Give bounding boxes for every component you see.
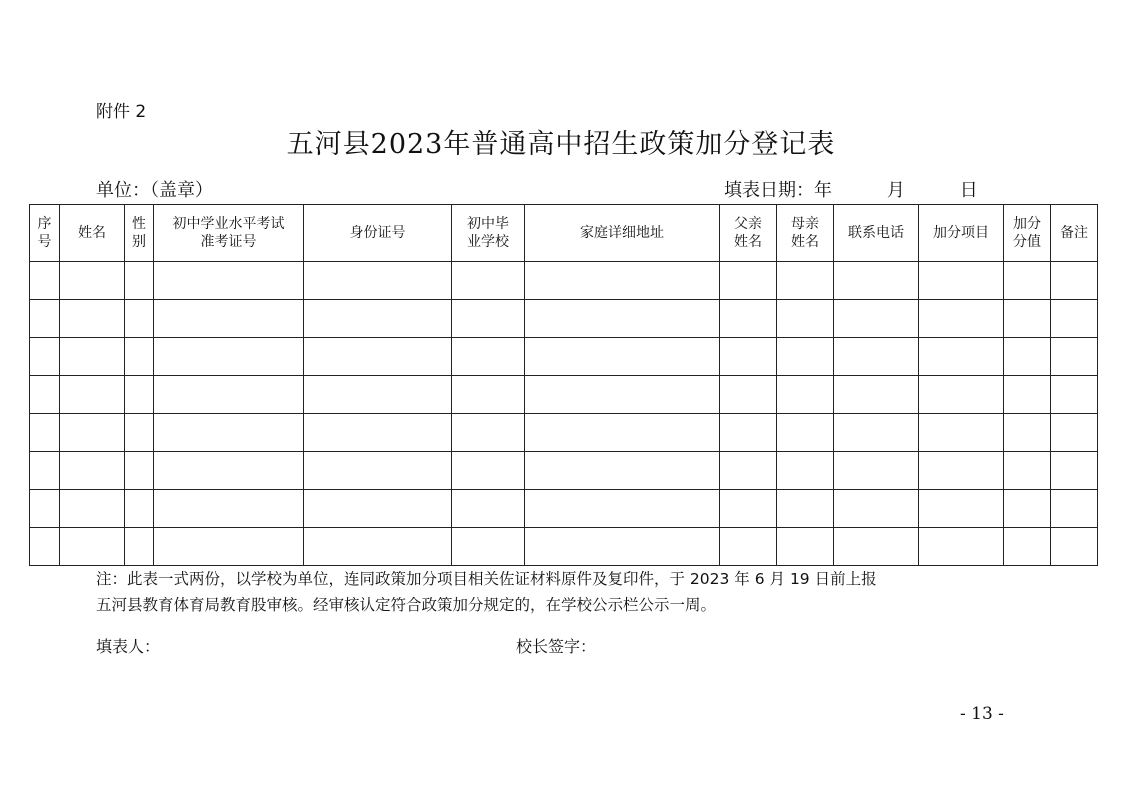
table-cell[interactable] [834,414,919,452]
table-cell[interactable] [919,528,1004,566]
table-row [30,376,1098,414]
table-cell[interactable] [720,528,777,566]
table-cell[interactable] [30,376,60,414]
table-cell[interactable] [125,414,154,452]
table-cell[interactable] [304,452,452,490]
table-cell[interactable] [1051,452,1098,490]
table-cell[interactable] [304,490,452,528]
table-cell[interactable] [834,338,919,376]
table-cell[interactable] [452,528,525,566]
table-cell[interactable] [720,300,777,338]
table-cell[interactable] [1004,528,1051,566]
table-cell[interactable] [30,338,60,376]
table-cell[interactable] [525,376,720,414]
table-row [30,262,1098,300]
table-cell[interactable] [919,376,1004,414]
table-row [30,452,1098,490]
table-cell[interactable] [30,300,60,338]
table-cell[interactable] [304,414,452,452]
table-cell[interactable] [525,414,720,452]
table-cell[interactable] [452,414,525,452]
table-cell[interactable] [834,300,919,338]
header-graduated-school: 初中毕 业学校 [452,205,525,262]
table-cell[interactable] [525,338,720,376]
table-row [30,338,1098,376]
header-id-number: 身份证号 [304,205,452,262]
table-cell[interactable] [1051,262,1098,300]
table-cell[interactable] [30,490,60,528]
table-cell[interactable] [1051,300,1098,338]
table-cell[interactable] [60,528,125,566]
table-cell[interactable] [30,452,60,490]
table-cell[interactable] [1051,490,1098,528]
table-cell[interactable] [154,300,304,338]
table-cell[interactable] [720,490,777,528]
header-exam-ticket: 初中学业水平考试 准考证号 [154,205,304,262]
table-cell[interactable] [525,490,720,528]
table-cell[interactable] [777,376,834,414]
table-cell[interactable] [452,300,525,338]
table-cell[interactable] [154,262,304,300]
table-cell[interactable] [720,376,777,414]
table-cell[interactable] [30,262,60,300]
table-cell[interactable] [125,376,154,414]
table-cell[interactable] [777,414,834,452]
table-cell[interactable] [919,490,1004,528]
header-mother-name: 母亲 姓名 [777,205,834,262]
header-father-name: 父亲 姓名 [720,205,777,262]
table-cell[interactable] [60,452,125,490]
header-home-address: 家庭详细地址 [525,205,720,262]
table-cell[interactable] [1051,414,1098,452]
table-cell[interactable] [60,262,125,300]
table-cell[interactable] [452,338,525,376]
table-cell[interactable] [125,490,154,528]
table-cell[interactable] [154,528,304,566]
table-cell[interactable] [720,262,777,300]
table-cell[interactable] [1051,338,1098,376]
table-cell[interactable] [834,376,919,414]
header-bonus-item: 加分项目 [919,205,1004,262]
fill-date-label: 填表日期：年 月 日 [724,180,978,201]
table-cell[interactable] [125,262,154,300]
table-cell[interactable] [919,262,1004,300]
table-cell[interactable] [304,300,452,338]
table-row [30,528,1098,566]
page-number: - 13 - [960,704,1004,724]
attachment-label: 附件 2 [96,102,147,122]
unit-label: 单位：（盖章） [96,180,213,201]
table-cell[interactable] [525,528,720,566]
table-cell[interactable] [1004,452,1051,490]
table-cell[interactable] [452,452,525,490]
table-cell[interactable] [834,528,919,566]
header-seq: 序 号 [30,205,60,262]
header-remarks: 备注 [1051,205,1098,262]
table-cell[interactable] [777,262,834,300]
table-cell[interactable] [1004,376,1051,414]
table-body [30,262,1098,566]
table-cell[interactable] [452,376,525,414]
table-cell[interactable] [60,376,125,414]
table-cell[interactable] [919,452,1004,490]
table-cell[interactable] [777,300,834,338]
table-cell[interactable] [125,528,154,566]
table-cell[interactable] [125,338,154,376]
table-row [30,414,1098,452]
table-cell[interactable] [777,528,834,566]
table-cell[interactable] [834,452,919,490]
table-cell[interactable] [919,414,1004,452]
table-cell[interactable] [154,338,304,376]
table-cell[interactable] [1004,262,1051,300]
note-text [96,566,1036,618]
table-cell[interactable] [452,262,525,300]
table-cell[interactable] [60,490,125,528]
table-cell[interactable] [60,338,125,376]
table-cell[interactable] [154,490,304,528]
header-bonus-points: 加分 分值 [1004,205,1051,262]
table-cell[interactable] [919,338,1004,376]
table-cell[interactable] [30,414,60,452]
note-line-2: 五河县教育体育局教育股审核。经审核认定符合政策加分规定的，在学校公示栏公示一周。 [96,596,717,614]
table-cell[interactable] [720,452,777,490]
registration-table [29,204,1098,566]
table-row [30,300,1098,338]
table-cell[interactable] [125,300,154,338]
table-cell[interactable] [777,490,834,528]
table-cell[interactable] [30,528,60,566]
table-cell[interactable] [834,490,919,528]
table-cell[interactable] [1004,414,1051,452]
table-cell[interactable] [125,452,154,490]
table-cell[interactable] [154,414,304,452]
table-cell[interactable] [525,452,720,490]
header-name: 姓名 [60,205,125,262]
table-cell[interactable] [304,376,452,414]
table-cell[interactable] [1004,300,1051,338]
table-cell[interactable] [777,452,834,490]
table-cell[interactable] [304,528,452,566]
table-cell[interactable] [1004,490,1051,528]
table-cell[interactable] [1051,528,1098,566]
table-cell[interactable] [304,338,452,376]
table-cell[interactable] [777,338,834,376]
table-cell[interactable] [720,338,777,376]
table-cell[interactable] [60,414,125,452]
table-cell[interactable] [525,300,720,338]
form-title: 五河县2023年普通高中招生政策加分登记表 [286,129,836,160]
table-cell[interactable] [919,300,1004,338]
table-cell[interactable] [525,262,720,300]
table-cell[interactable] [60,300,125,338]
note-line-1: 注：此表一式两份，以学校为单位，连同政策加分项目相关佐证材料原件及复印件，于 2023 年 6 月 19 日前上报 [96,570,877,588]
header-gender: 性 别 [125,205,154,262]
table-cell[interactable] [452,490,525,528]
table-cell[interactable] [154,452,304,490]
table-cell[interactable] [1004,338,1051,376]
table-cell[interactable] [154,376,304,414]
table-row [30,490,1098,528]
principal-signature-label: 校长签字： [516,637,597,656]
header-phone: 联系电话 [834,205,919,262]
table-cell[interactable] [834,262,919,300]
table-cell[interactable] [304,262,452,300]
filler-label: 填表人： [96,637,161,656]
table-cell[interactable] [720,414,777,452]
table-cell[interactable] [1051,376,1098,414]
